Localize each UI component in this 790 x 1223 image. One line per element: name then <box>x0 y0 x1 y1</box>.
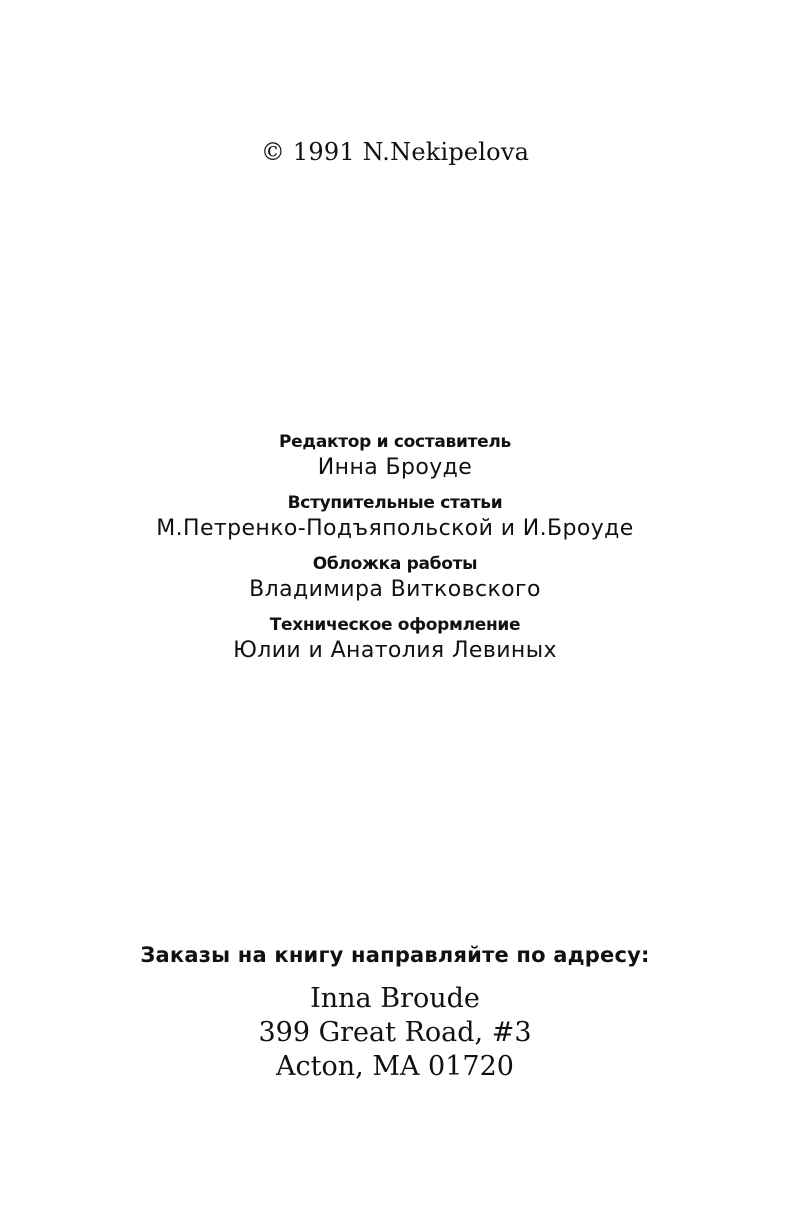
address-city: Acton, MA 01720 <box>276 1051 514 1082</box>
credit-role: Обложка работы <box>312 554 478 574</box>
credits-section <box>0 430 790 674</box>
address-name: Inna Broude <box>310 983 480 1014</box>
address-street: 399 Great Road, #3 <box>258 1017 532 1048</box>
credit-cover <box>0 552 790 604</box>
credit-name: Владимира Витковского <box>249 577 541 602</box>
credit-role: Техническое оформление <box>269 615 521 635</box>
copyright-notice: © 1991 N.Nekipelova <box>260 138 530 166</box>
credit-editor <box>0 430 790 482</box>
credit-design <box>0 613 790 665</box>
credit-role: Редактор и составитель <box>279 432 511 452</box>
credit-name: М.Петренко-Подъяпольской и И.Броуде <box>156 516 634 541</box>
credit-introductions <box>0 491 790 543</box>
credit-name: Юлии и Анатолия Левиных <box>233 638 557 663</box>
orders-heading: Заказы на книгу направляйте по адресу: <box>140 943 650 967</box>
orders-section <box>0 940 790 1084</box>
credit-role: Вступительные статьи <box>287 493 503 513</box>
credit-name: Инна Броуде <box>317 455 473 480</box>
